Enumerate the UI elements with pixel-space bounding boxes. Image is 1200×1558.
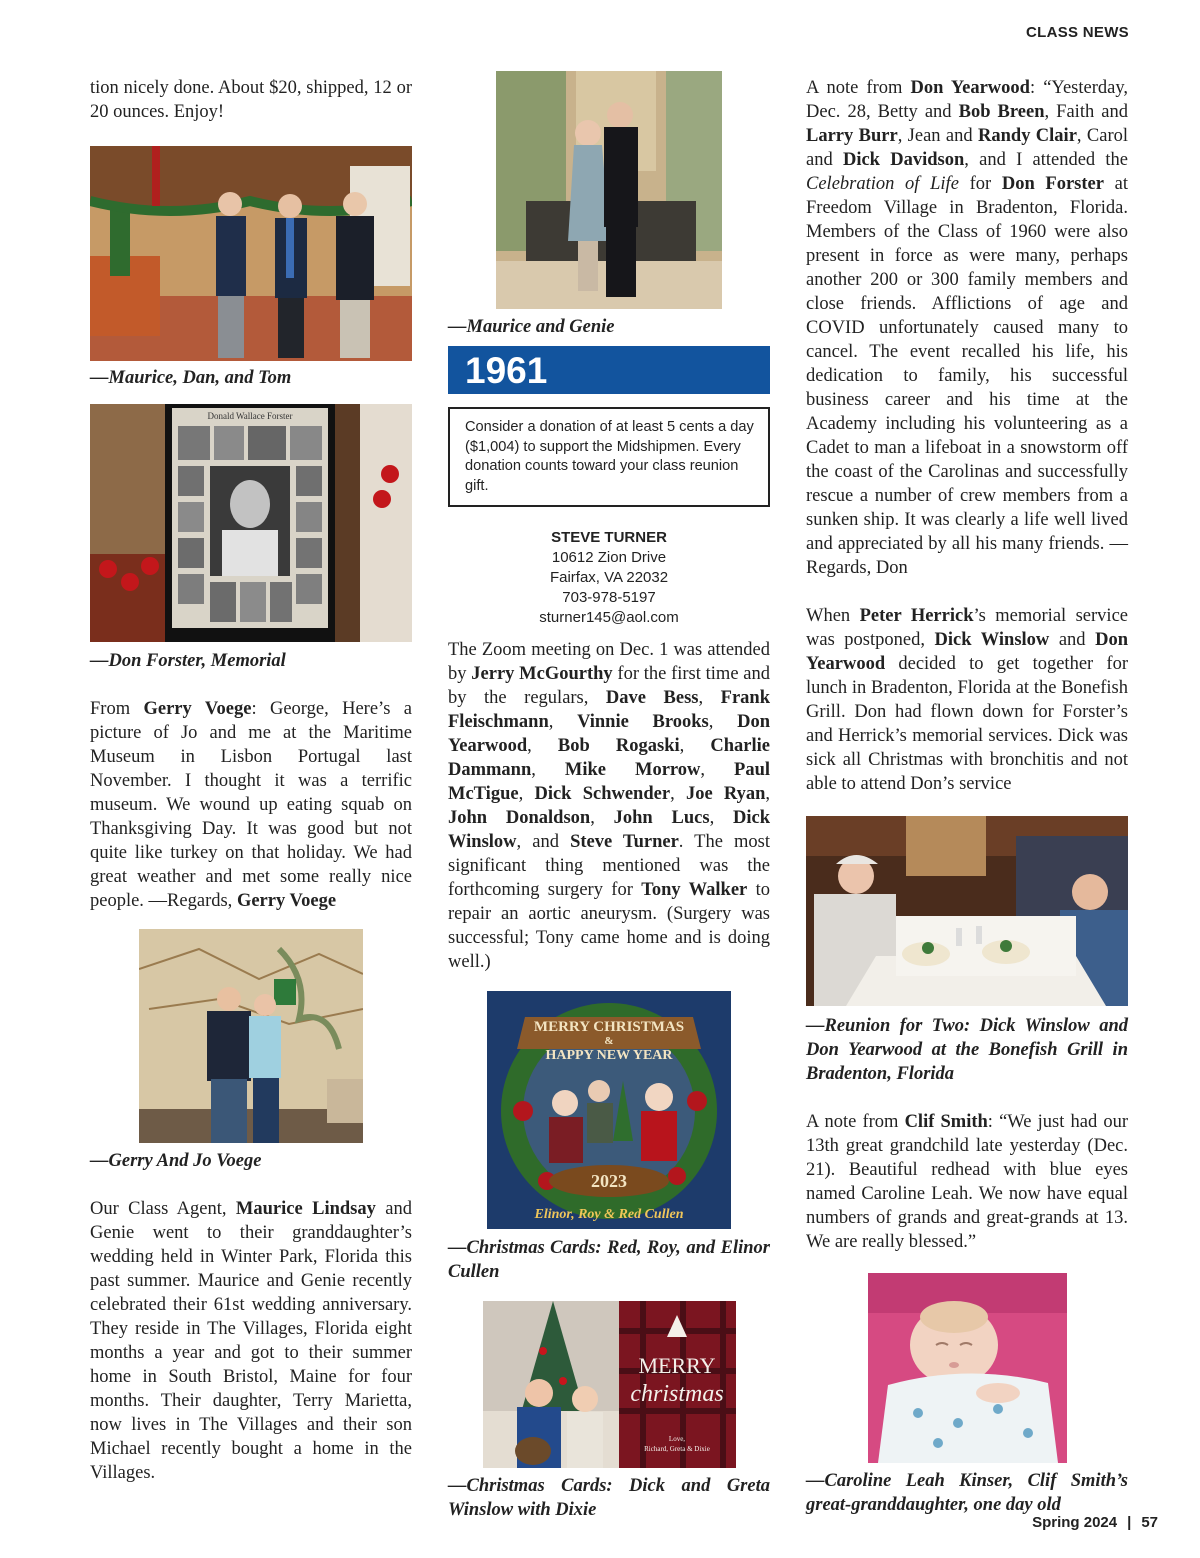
name: Don Yearwood [910,78,1030,98]
card-christmas: christmas [630,1381,724,1407]
text: , and [516,832,571,852]
card-names: Elinor, Roy & Red Cullen [534,1207,684,1222]
text: and Genie went to their granddaughter’s wedding held in Winter Park, Florida this past summer. Maurice and Genie recently celebrated their 61st wedding anniversary. They reside in The Villages, Florida eight months a year and got to their summer home in South Bristol, Maine for four months. Their daughter, Terry Marietta, now lives in The Villages and their son Michael recently bought a home in the Villages. [90,1199,412,1483]
text: for [958,174,1002,194]
voege-paragraph [90,697,412,913]
secretary-street: 10612 Zion Drive [551,549,667,566]
text: , [670,784,686,804]
name: Randy Clair [978,126,1077,146]
name: Jerry McGourthy [471,664,613,684]
text: : George, Here’s a picture of Jo and me at the Maritime Museum in Lisbon Portugal last November. I thought it was a terrific museum. We wound up eating squab on Thanksgiving Day. It was good but not quite like turkey on that holiday. We had great weather and met some really nice people. —Regards, [90,699,413,911]
column-middle [448,71,770,1522]
secretary-email[interactable]: sturner145@aol.com [539,609,679,626]
text: ’s memorial service was postponed, [806,606,1128,650]
photo-christmas-card-cullen [487,991,731,1229]
photo-caroline-leah [868,1273,1067,1463]
name: Joe Ryan [685,784,766,804]
caption-forster-memorial: —Don Forster, Memorial [90,651,286,671]
text: : “We just had our 13th great grandchild late yesterday (Dec. 21). Beautiful redhead with blue eyes named Caroline Leah. We now have equal numbers of grands and great-grands at 13. We are really blessed.” [806,1112,1128,1252]
name: Dick Schwender [534,784,671,804]
card-banner-line3: HAPPY NEW YEAR [545,1048,673,1063]
name: Don Yearwood [806,630,1128,674]
text: decided to get together for lunch in Bradenton, Florida at the Bonefish Grill. Don had flown down for Forster’s and Herrick’s memorial services. Dick was sick all Christmas with bronchitis and not able to attend Don’s service [806,654,1128,794]
name: Dick Winslow [934,630,1050,650]
yearwood-paragraph [806,76,1128,580]
text: A note from [806,78,911,98]
text: , Faith and [1044,102,1128,122]
caption-christmas-winslow: —Christmas Cards: Dick and Greta Winslow with Dixie [448,1476,770,1520]
card-banner-line1: MERRY CHRISTMAS [533,1019,685,1035]
card-love: Love, [668,1435,686,1443]
text: for the first time and by the regulars, [448,664,770,708]
caption-reunion-for-two: —Reunion for Two: Dick Winslow and Don Yearwood at the Bonefish Grill in Bradenton, Florida [806,1016,1128,1084]
card-banner-line2: & [604,1035,614,1047]
name: Bob Breen [958,102,1045,122]
text: to repair an aortic aneurysm. (Surgery was successful; Tony came home and is doing well.) [448,880,771,972]
text: , [590,808,614,828]
photo-maurice-dan-tom [90,146,412,361]
name: Gerry Voege [143,699,252,719]
column-left [90,74,412,1485]
text: : “Yesterday, Dec. 28, Betty and [806,78,1129,122]
italic-text: Celebration of Life [806,174,959,194]
card-year: 2023 [591,1171,627,1191]
text: , [765,784,771,804]
name: Don Forster [1001,174,1104,194]
class-year-banner: 1961 [448,346,770,394]
text: Our Class Agent, [90,1199,236,1219]
text: , [518,784,535,804]
name: Gerry Voege [236,891,337,911]
text: , [709,808,733,828]
name: Dick Winslow [448,808,770,852]
caption-christmas-cullen: —Christmas Cards: Red, Roy, and Elinor Cullen [448,1238,770,1282]
name: Charlie Dammann [448,736,770,780]
text: , [679,736,711,756]
text: at Freedom Village in Bradenton, Florida. Members of the Class of 1960 were also present in force as were many, perhaps another 200 or 300 family members and close friends. Afflictions of age and COVID unfortunately caused many to cancel. The event recalled his life, his dedication to family, his successful business career and his time at the Academy including his volunteering as a Cadet to man a lifeboat in a snowstorm off the coast of the Carolinas and successfully rescue a number of crew members from a sunken ship. It was clearly a life well lived and appreciated by all his many friends. —Regards, Don [806,174,1128,578]
name: Maurice Lindsay [235,1199,376,1219]
caption-maurice-dan-tom: —Maurice, Dan, and Tom [90,368,292,388]
secretary-phone: 703-978-5197 [562,589,656,606]
caption-maurice-genie: —Maurice and Genie [448,317,615,337]
herrick-paragraph [806,604,1128,796]
text: , Carol and [806,126,1128,170]
photo-maurice-genie [496,71,722,309]
name: Larry Burr [806,126,898,146]
section-header: CLASS NEWS [1025,24,1129,41]
name: Vinnie Brooks [577,712,709,732]
text: , [531,760,565,780]
caption-caroline-leah: —Caroline Leah Kinser, Clif Smith’s great-granddaughter, one day old [806,1471,1128,1515]
name: John Lucs [613,808,710,828]
lindsay-paragraph [90,1197,412,1485]
text: , [708,712,738,732]
photo-christmas-card-winslow [483,1301,736,1468]
text: , [527,736,558,756]
text: . The most significant thing mentioned was the forthcoming surgery for [448,832,770,900]
photo-reunion-for-two [806,816,1128,1006]
name: Dick Davidson [842,150,965,170]
secretary-city: Fairfax, VA 22032 [549,569,669,586]
text: , [700,760,735,780]
text: When [806,606,860,626]
class-secretary-contact [448,528,770,628]
name: Frank Fleischmann [448,688,770,732]
smith-paragraph [806,1110,1128,1254]
memorial-board-title: Donald Wallace Forster [207,411,293,421]
caption-gerry-jo-voege: —Gerry And Jo Voege [90,1151,262,1171]
column-right [806,74,1128,1517]
photo-forster-memorial [90,404,412,642]
card-merry: MERRY [638,1353,716,1378]
name: Steve Turner [570,832,679,852]
name: Don Yearwood [448,712,770,756]
name: Clif Smith [904,1112,988,1132]
name: Tony Walker [641,880,748,900]
text: From [90,699,144,719]
text: , Jean and [897,126,978,146]
name: Dave Bess [605,688,699,708]
text: , [548,712,578,732]
text: , and I attended the [964,150,1129,170]
page-footer [1032,1514,1158,1531]
text: and [1049,630,1096,650]
name: Paul McTigue [448,760,771,804]
text: The Zoom meeting on Dec. 1 was attended by [448,640,770,684]
issue-label: Spring 2024 [1032,1514,1118,1531]
text: , [698,688,721,708]
card-signed: Richard, Greta & Dixie [644,1445,710,1453]
name: Bob Rogaski [557,736,680,756]
page-number: 57 [1141,1514,1158,1531]
donation-box: Consider a donation of at least 5 cents a day ($1,004) to support the Midshipmen. Every donation counts toward your class reunion gift. [448,407,770,507]
secretary-name: STEVE TURNER [551,529,667,546]
footer-separator: | [1127,1514,1132,1531]
zoom-meeting-paragraph [448,638,770,974]
text: A note from [806,1112,905,1132]
intro-paragraph: tion nicely done. About $20, shipped, 12 or 20 ounces. Enjoy! [90,78,412,122]
name: Peter Herrick [859,606,974,626]
name: John Donaldson [448,808,591,828]
name: Mike Morrow [564,760,701,780]
photo-gerry-jo-voege [139,929,363,1143]
